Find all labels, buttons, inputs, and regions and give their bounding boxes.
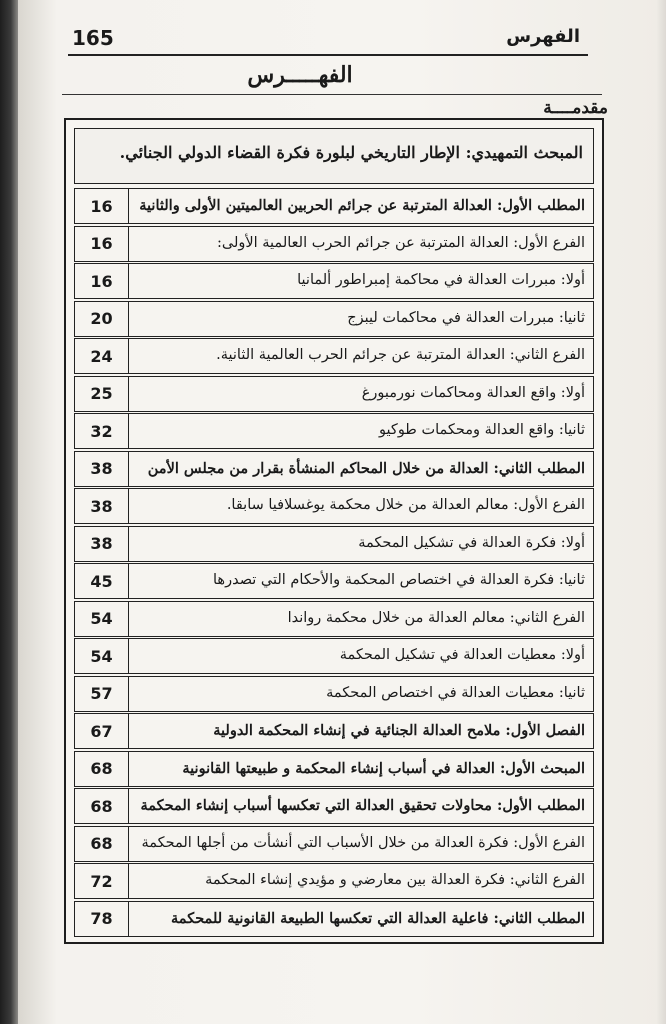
page-number-cell xyxy=(75,189,129,223)
toc-page-number: 38 xyxy=(90,496,113,516)
toc-row xyxy=(74,563,594,599)
page-number-cell xyxy=(75,902,129,936)
page-number-cell xyxy=(75,452,129,486)
toc-row xyxy=(74,263,594,299)
toc-page-number: 16 xyxy=(90,271,113,291)
toc-row xyxy=(74,638,594,674)
toc-row xyxy=(74,788,594,824)
toc-row xyxy=(74,751,594,787)
toc-entry-text: الفرع الأول: فكرة العدالة من خلال الأسباب التي أنشأت من أجلها المحكمة xyxy=(141,834,585,851)
page-number-cell xyxy=(75,789,129,823)
chapter-heading: المبحث التمهيدي: الإطار التاريخي لبلورة فكرة القضاء الدولي الجنائي. xyxy=(119,143,583,162)
toc-page-number: 68 xyxy=(90,759,113,778)
toc-row xyxy=(74,526,594,562)
page-number-cell xyxy=(75,752,129,786)
toc-entry-text: الفرع الثاني: فكرة العدالة بين معارضي و مؤيدي إنشاء المحكمة xyxy=(205,872,585,888)
page-number-cell xyxy=(75,339,129,373)
toc-row xyxy=(74,226,594,262)
toc-page-number: 45 xyxy=(90,571,113,591)
page-number-cell xyxy=(75,264,129,298)
page-number-cell xyxy=(75,677,129,711)
toc-entry-text: المطلب الأول: العدالة المترتبة عن جرائم الحربين العالميتين الأولى والثانية xyxy=(139,197,585,214)
page-number-cell xyxy=(75,602,129,636)
toc-row xyxy=(74,713,594,749)
page-number-cell xyxy=(75,414,129,448)
toc-entry-text: أولا: مبررات العدالة في محاكمة إمبراطور ألمانيا xyxy=(297,272,585,288)
toc-page-number: 16 xyxy=(90,234,113,253)
toc-row xyxy=(74,601,594,637)
running-title: الفهرس xyxy=(506,26,580,47)
toc-row xyxy=(74,188,594,224)
toc-entry-text: ثانيا: معطيات العدالة في اختصاص المحكمة xyxy=(326,684,585,701)
toc-entry-text: الفرع الثاني: العدالة المترتبة عن جرائم الحرب العالمية الثانية. xyxy=(216,347,585,363)
toc-row xyxy=(74,451,594,487)
toc-row xyxy=(74,488,594,524)
toc-page-number: 57 xyxy=(90,684,113,703)
page-number-cell xyxy=(75,489,129,523)
toc-page-number: 67 xyxy=(90,721,113,741)
toc-entry-text: المطلب الثاني: فاعلية العدالة التي تعكسها الطبيعة القانونية للمحكمة xyxy=(171,909,585,927)
toc-entry-text: ثانيا: فكرة العدالة في اختصاص المحكمة والأحكام التي تصدرها xyxy=(213,572,585,588)
page-number-cell xyxy=(75,302,129,336)
toc-page-number: 54 xyxy=(90,646,113,666)
toc-entry-text: المطلب الثاني: العدالة من خلال المحاكم المنشأة بقرار من مجلس الأمن xyxy=(147,459,585,477)
toc-entry-text: الفرع الأول: معالم العدالة من خلال محكمة يوغسلافيا سابقا. xyxy=(226,497,585,513)
page-number-cell xyxy=(75,864,129,898)
toc-page-number: 68 xyxy=(90,834,113,853)
toc-page-number: 38 xyxy=(90,459,113,478)
toc-entry-text: ثانيا: واقع العدالة ومحكمات طوكيو xyxy=(379,422,585,438)
toc-page-number: 54 xyxy=(90,609,113,628)
intro-heading: مقدمــــة xyxy=(543,98,608,118)
toc-row xyxy=(74,413,594,449)
page-number-cell xyxy=(75,714,129,748)
page-number-cell xyxy=(75,377,129,411)
toc-entry-text: أولا: فكرة العدالة في تشكيل المحكمة xyxy=(358,534,585,551)
page-number: 165 xyxy=(72,26,114,50)
page-number-cell xyxy=(75,227,129,261)
toc-row xyxy=(74,826,594,862)
toc-page-number: 72 xyxy=(90,871,113,891)
page-number-cell xyxy=(75,564,129,598)
toc-page-number: 24 xyxy=(90,346,113,366)
toc-row xyxy=(74,376,594,412)
toc-page-number: 78 xyxy=(90,909,113,928)
toc-page-number: 32 xyxy=(90,421,113,441)
toc-entry-text: المبحث الأول: العدالة في أسباب إنشاء المحكمة و طبيعتها القانونية xyxy=(182,759,585,777)
toc-row xyxy=(74,676,594,712)
page-number-cell xyxy=(75,527,129,561)
page-header xyxy=(68,24,588,56)
page-number-cell xyxy=(75,827,129,861)
toc-entry-text: أولا: معطيات العدالة في تشكيل المحكمة xyxy=(339,647,585,663)
toc-page-number: 25 xyxy=(90,384,113,403)
toc-entry-text: الفرع الأول: العدالة المترتبة عن جرائم الحرب العالمية الأولى: xyxy=(216,234,585,251)
toc-entry-text: الفصل الأول: ملامح العدالة الجنائية في إنشاء المحكمة الدولية xyxy=(213,722,585,739)
toc-page-number: 68 xyxy=(90,796,113,816)
toc-entry-text: الفرع الثاني: معالم العدالة من خلال محكمة رواندا xyxy=(287,609,585,626)
toc-row xyxy=(74,301,594,337)
toc-entry-text: ثانيا: مبررات العدالة في محاكمات ليبزج xyxy=(347,309,585,326)
title-rule xyxy=(62,94,602,95)
toc-page-number: 16 xyxy=(90,196,113,216)
page-number-cell xyxy=(75,639,129,673)
toc-row xyxy=(74,338,594,374)
toc-page-number: 20 xyxy=(90,309,113,328)
toc-page-number: 38 xyxy=(90,534,113,553)
toc-title: الفهـــــرس xyxy=(247,62,353,88)
book-spine xyxy=(0,0,18,1024)
toc-entry-text: أولا: واقع العدالة ومحاكمات نورمبورغ xyxy=(361,384,585,401)
page-edge-shadow xyxy=(656,0,666,1024)
toc-entry-text: المطلب الأول: محاولات تحقيق العدالة التي تعكسها أسباب إنشاء المحكمة xyxy=(140,797,585,814)
toc-row xyxy=(74,863,594,899)
toc-row xyxy=(74,901,594,937)
chapter-heading-box xyxy=(74,128,594,184)
